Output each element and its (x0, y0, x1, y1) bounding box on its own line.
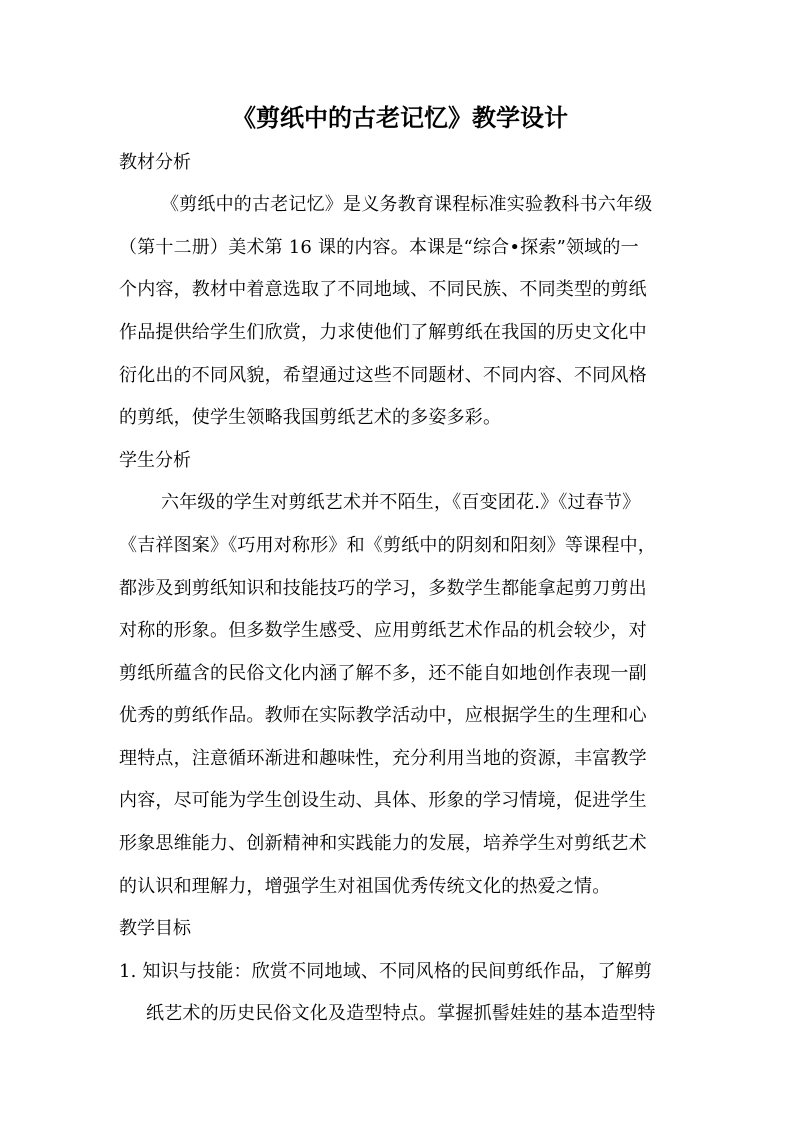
paragraph-line: 的认识和理解力，增强学生对祖国优秀传统文化的热爱之情。 (119, 876, 611, 897)
paragraph-line: 对称的形象。但多数学生感受、应用剪纸艺术作品的机会较少，对 (119, 620, 647, 641)
paragraph-line: 《剪纸中的古老记忆》是义务教育课程标准实验教科书六年级 (161, 194, 653, 215)
paragraph-line: 作品提供给学生们欣赏，力求使他们了解剪纸在我国的历史文化中 (119, 322, 647, 343)
paragraph-line: 内容，尽可能为学生创设生动、具体、形象的学习情境，促进学生 (119, 790, 647, 811)
paragraph-line: 都涉及到剪纸知识和技能技巧的学习，多数学生都能拿起剪刀剪出 (119, 578, 647, 599)
section-heading-student-analysis: 学生分析 (119, 450, 191, 471)
section-heading-teaching-goals: 教学目标 (119, 918, 191, 939)
document-title: 《剪纸中的古老记忆》教学设计 (232, 103, 568, 132)
list-item-line: 1. 知识与技能：欣赏不同地域、不同风格的民间剪纸作品，了解剪 (119, 961, 653, 982)
section-heading-material-analysis: 教材分析 (119, 152, 191, 173)
paragraph-line: 衍化出的不同风貌，希望通过这些不同题材、不同内容、不同风格 (119, 365, 647, 386)
paragraph-line: 的剪纸，使学生领略我国剪纸艺术的多姿多彩。 (119, 407, 502, 428)
paragraph-line: 理特点，注意循环渐进和趣味性，充分利用当地的资源，丰富教学 (119, 748, 647, 769)
paragraph-line: 《吉祥图案》《巧用对称形》和《剪纸中的阴刻和阳刻》等课程中， (119, 535, 656, 556)
paragraph-line: 形象思维能力、创新精神和实践能力的发展，培养学生对剪纸艺术 (119, 833, 647, 854)
paragraph-line: （第十二册）美术第 16 课的内容。本课是“综合•探索”领域的一 (119, 237, 639, 258)
paragraph-line: 个内容，教材中着意选取了不同地域、不同民族、不同类型的剪纸 (119, 279, 647, 300)
paragraph-line: 优秀的剪纸作品。教师在实际教学活动中，应根据学生的生理和心 (119, 705, 647, 726)
paragraph-line: 六年级的学生对剪纸艺术并不陌生，《百变团花.》《过春节》 (161, 492, 641, 513)
list-item-line: 纸艺术的历史民俗文化及造型特点。掌握抓髻娃娃的基本造型特 (146, 1003, 656, 1024)
paragraph-line: 剪纸所蕴含的民俗文化内涵了解不多，还不能自如地创作表现一副 (119, 663, 647, 684)
